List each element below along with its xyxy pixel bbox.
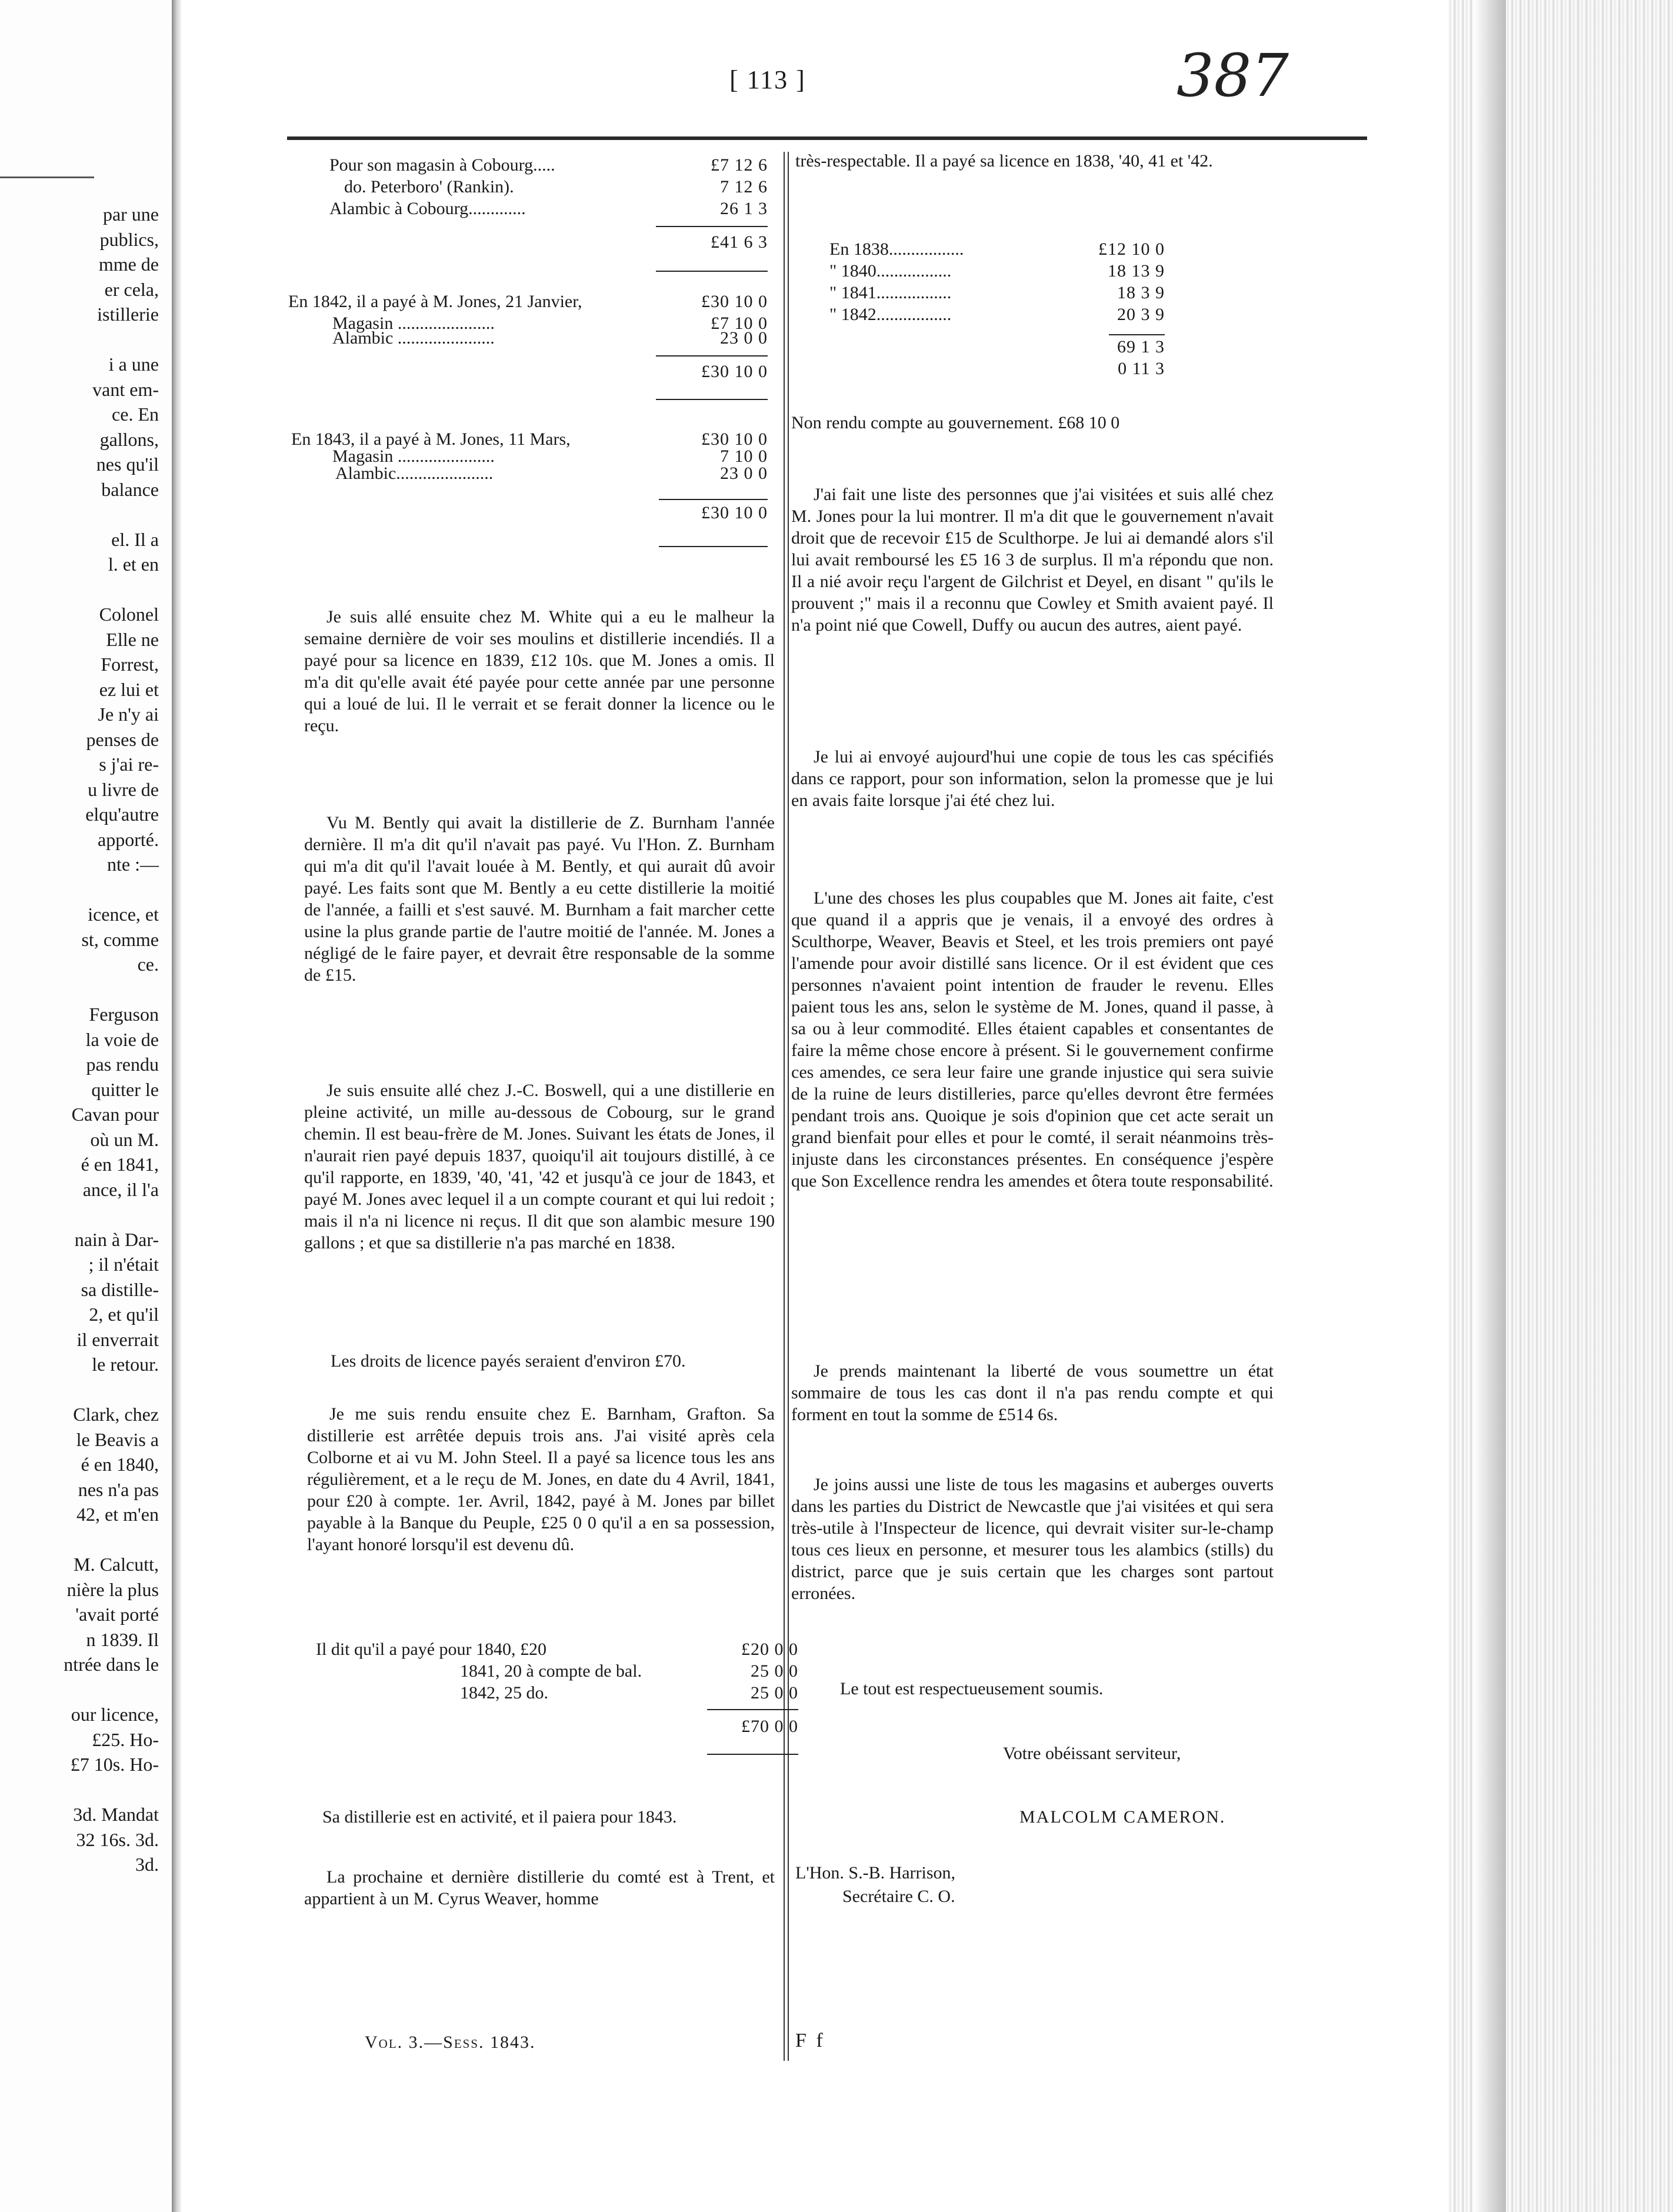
paragraph-white: Je suis allé ensuite chez M. White qui a eu le malheur la semaine dernière de voir ses moulins et distillerie incendiés. Il a payé pour sa licence en 1839, £12 10s. que M. Jones a omis. Il m'a dit qu'elle avait été payée pour cette année par une personne qui a loué de lui. Il le verrait et se ferait donner la licence ou le reçu. <box>304 607 775 735</box>
addressee-name: L'Hon. S.-B. Harrison, <box>795 1863 956 1883</box>
ledger-amount: 7 12 6 <box>720 177 768 196</box>
ledger-amount: 20 3 9 <box>1117 305 1165 324</box>
paragraph-boswell: Je suis ensuite allé chez J.-C. Boswell, qui a une distillerie en pleine activité, un mille au-dessous de Cobourg, sur le grand chemin. Il est beau-frère de M. Jones. Suivant les états de Jones, il n'aurait rien payé depuis 1837, quoiqu'il ait toujours distillé, à ce qu'il rapporte, en 1839, '40, '41, '42 et jusqu'à ce jour de 1843, et payé M. Jones avec lequel il a un compte courant et qui lui redoit ; mais il n'a ni licence ni reçus. Il dit que son alambic mesure 190 gallons ; et que sa distillerie n'a pas marché en 1838. <box>304 1081 775 1252</box>
sum-rule <box>656 355 768 357</box>
left-page-line: gallons, <box>99 428 159 450</box>
left-page-line: nes n'a pas <box>78 1478 159 1500</box>
paragraph-liste: J'ai fait une liste des personnes que j'ai visitées et suis allé chez M. Jones pour la lui montrer. Il m'a dit que le gouvernement n'avait droit que de recevoir £15 de Sculthorpe. Je lui ai demandé alors s'il lui avait remboursé les £5 16 3 de surplus. Il m'a répondu que non. Il a nié avoir reçu l'argent de Gilchrist et Deyel, en disant " qu'ils le prouvent ;" mais il a reconnu que Cowley et Smith avaient payé. Il n'a point nié que Cowell, Duffy ou aucun des autres, aient payé. <box>791 485 1274 635</box>
left-page-line: elqu'autre <box>85 804 159 825</box>
left-page-line: £7 10s. Ho- <box>70 1754 159 1775</box>
paragraph-barnham: Je me suis rendu ensuite chez E. Barnham, Grafton. Sa distillerie est arrêtée depuis trois ans. J'ai visité après cela Colborne et ai vu M. John Steel. Il a payé sa licence tous les ans régulièrement, et a le reçu de M. Jones, en date du 4 Avril, 1841, pour £20 à compte. 1er. Avril, 1842, payé à M. Jones par billet payable à la Banque du Peuple, £25 0 0 qu'il a en sa possession, l'ayant honoré lorsqu'il est devenu dû. <box>307 1404 775 1554</box>
non-rendu-total: Non rendu compte au gouvernement. £68 10 0 <box>791 413 1120 432</box>
ledger-label: Magasin ...................... <box>332 447 495 466</box>
respect-line: Le tout est respectueusement soumis. <box>840 1679 1104 1698</box>
left-page-line: l. et en <box>108 554 159 575</box>
page-number: [ 113 ] <box>729 65 806 94</box>
sum-rule <box>656 399 768 400</box>
ledger-label: Pour son magasin à Cobourg..... <box>329 155 555 175</box>
left-page-line: u livre de <box>88 778 159 800</box>
ledger-steel <box>316 1638 798 1737</box>
ledger-label: Alambic à Cobourg............. <box>329 199 526 218</box>
ledger-amount: 25 0 0 <box>751 1661 798 1681</box>
left-page-line: apporté. <box>98 828 159 850</box>
left-page-line: 2, et qu'il <box>89 1304 159 1325</box>
addressee-title: Secrétaire C. O. <box>842 1887 955 1906</box>
ledger-label: " 1841................. <box>829 283 952 302</box>
ledger-amount: £30 10 0 <box>701 429 768 449</box>
paragraph-trent: La prochaine et dernière distillerie du comté est à Trent, et appartient à un M. Cyrus Weaver, homme <box>304 1867 775 1908</box>
sum-rule <box>659 499 768 500</box>
left-page-line: nain à Dar- <box>74 1228 159 1250</box>
ledger-label: Alambic...................... <box>335 464 494 483</box>
signature-name: MALCOLM CAMERON. <box>1019 1807 1226 1827</box>
sum-rule <box>656 226 768 227</box>
left-page-line: Clark, chez <box>73 1404 159 1425</box>
book-edge-shadow <box>1474 0 1506 2212</box>
paragraph-copie: Je lui ai envoyé aujourd'hui une copie de tous les cas spécifiés dans ce rapport, pour son information, selon la promesse que je lui en avais faite lorsque j'ai été chez lui. <box>791 747 1274 810</box>
left-page-line: le retour. <box>92 1354 159 1375</box>
left-page-line: nière la plus <box>66 1578 159 1600</box>
column-divider <box>784 152 785 2061</box>
left-page-line: Colonel <box>99 604 159 625</box>
left-page-line: istillerie <box>97 304 159 325</box>
left-page-line: ce. <box>137 954 159 975</box>
ledger-difference: 0 11 3 <box>1118 359 1165 378</box>
left-page-line: balance <box>101 478 159 500</box>
left-page-line: 32 16s. 3d. <box>76 1828 159 1850</box>
ledger-amount: £12 10 0 <box>1098 239 1165 259</box>
left-page-line: mme de <box>98 254 159 275</box>
left-page-line: où un M. <box>90 1128 159 1150</box>
left-page-line: M. Calcutt, <box>74 1554 159 1575</box>
left-page-line: Je n'y ai <box>98 704 159 725</box>
ledger-label: En 1842, il a payé à M. Jones, 21 Janvier, <box>288 292 582 311</box>
ledger-total: £70 0 0 <box>741 1717 798 1736</box>
paragraph-activite: Sa distillerie est en activité, et il paiera pour 1843. <box>322 1807 677 1827</box>
ledger-label: Alambic ...................... <box>332 328 495 348</box>
ledger-total: £30 10 0 <box>701 503 768 522</box>
left-page-line: nes qu'il <box>96 454 159 475</box>
left-page-line: vant em- <box>92 378 159 400</box>
left-page-line: Forrest, <box>101 654 159 675</box>
ledger-amount: 18 3 9 <box>1117 283 1165 302</box>
ledger-amount: 18 13 9 <box>1108 261 1165 281</box>
left-page-fragment <box>0 0 172 2212</box>
closing-line: Votre obéissant serviteur, <box>1003 1744 1181 1763</box>
left-page-line: n 1839. Il <box>86 1628 159 1650</box>
ledger-label: 1842, 25 do. <box>460 1683 548 1703</box>
left-page-line: ; il n'était <box>88 1254 159 1275</box>
left-page-line: 3d. <box>135 1854 159 1875</box>
ledger-total: £41 6 3 <box>711 232 768 252</box>
ledger-weaver <box>829 238 1165 379</box>
footer-signature-mark: F f <box>795 2030 825 2051</box>
left-page-line: quitter le <box>91 1078 159 1100</box>
ledger-amount: 25 0 0 <box>751 1683 798 1703</box>
page-gutter <box>172 0 181 2212</box>
left-page-line: é en 1840, <box>81 1454 159 1475</box>
ledger-label: En 1838................. <box>829 239 964 259</box>
left-page-line: Cavan pour <box>71 1104 159 1125</box>
sum-rule <box>707 1754 798 1755</box>
ledger-amount: 7 10 0 <box>720 447 768 466</box>
left-page-line: er cela, <box>104 278 159 300</box>
left-page-line: publics, <box>99 228 159 250</box>
paragraph-intro: très-respectable. Il a payé sa licence en 1838, '40, 41 et '42. <box>795 151 1213 171</box>
left-page-line: s j'ai re- <box>99 754 159 775</box>
ledger-amount: £30 10 0 <box>701 292 768 311</box>
ledger-label: 1841, 20 à compte de bal. <box>460 1661 642 1681</box>
left-page-line: par une <box>102 204 159 225</box>
left-page-line: il enverrait <box>76 1328 159 1350</box>
ledger-subtotal: 69 1 3 <box>1117 337 1165 357</box>
ledger-amount: 26 1 3 <box>720 199 768 218</box>
left-page-line: é en 1841, <box>81 1154 159 1175</box>
ledger-amount: 23 0 0 <box>720 464 768 483</box>
left-page-line: Elle ne <box>106 628 159 650</box>
column-divider <box>788 152 789 2061</box>
left-page-line: 42, et m'en <box>76 1504 159 1525</box>
left-page-line: el. Il a <box>111 528 159 550</box>
paragraph-magasins: Je joins aussi une liste de tous les magasins et auberges ouverts dans les parties du District de Newcastle que j'ai visitées et qui sera très-utile à l'Inspecteur de licence, qui devrait visiter sur-le-champ tous ces lieux en personne, et mesurer tous les alambics (stills) du district, parce que je suis certain que les charges sont partout erronées. <box>791 1475 1274 1603</box>
left-page-line: st, comme <box>81 928 159 950</box>
paragraph-sommaire: Je prends maintenant la liberté de vous soumettre un état sommaire de tous les cas dont il n'a pas rendu compte et qui forment en tout la somme de £514 6s. <box>791 1361 1274 1424</box>
sum-rule <box>656 271 768 272</box>
ledger-amount: 23 0 0 <box>720 328 768 348</box>
ledger-total: £30 10 0 <box>701 362 768 381</box>
ledger-amount: £7 10 0 <box>711 314 768 333</box>
left-page-line: penses de <box>86 728 159 750</box>
ledger-1842 <box>288 291 768 382</box>
left-page-line: ce. En <box>112 404 159 425</box>
handwritten-folio-number: 387 <box>1177 41 1289 110</box>
sum-rule <box>707 1709 798 1710</box>
ledger-label: Il dit qu'il a payé pour 1840, £20 <box>316 1640 547 1659</box>
left-page-line: our licence, <box>71 1704 159 1725</box>
paragraph-bently: Vu M. Bently qui avait la distillerie de Z. Burnham l'année dernière. Il m'a dit qu'il n'avait pas payé. Vu l'Hon. Z. Burnham qui m'a dit qu'il l'avait louée à M. Bently, et qui aurait dû avoir payé. Les faits sont que M. Bently a eu cette distillerie la moitié de l'année, a failli et s'est sauvé. M. Burnham a fait marcher cette usine la plus grande partie de l'autre moitié de l'année. M. Jones a négligé de le faire payer, et devrait être responsable de la somme de £15. <box>304 813 775 985</box>
left-page-line: icence, et <box>88 904 159 925</box>
paragraph-droits: Les droits de licence payés seraient d'environ £70. <box>331 1351 686 1371</box>
sum-rule <box>1109 334 1165 335</box>
left-page-line: pas rendu <box>86 1054 159 1075</box>
ledger-amount: £20 0 0 <box>741 1640 798 1659</box>
ledger-label: " 1840................. <box>829 261 952 281</box>
sum-rule <box>659 546 768 547</box>
footer-volume: Vol. 3.—Sess. 1843. <box>365 2033 536 2052</box>
ledger-label: do. Peterboro' (Rankin). <box>344 177 514 196</box>
ledger-label: " 1842................. <box>829 305 952 324</box>
left-page-line: nte :— <box>107 854 159 875</box>
left-page-line: sa distille- <box>81 1278 159 1300</box>
ledger-cobourg <box>329 154 768 253</box>
paragraph-coupables: L'une des choses les plus coupables que M. Jones ait faite, c'est que quand il a appris que je venais, il a envoyé des ordres à Sculthorpe, Weaver, Beavis et Steel, et les trois premiers ont payé l'amende pour avoir distillé sans licence. Or il est évident que ces personnes n'avaient point intention de frauder le revenu. Elles paient tous les ans, selon le système de M. Jones, quand il passe, à sa ou à leur commodité. Elles étaient capables et consentantes de faire la même chose encore à présent. Si le gouvernement confirme ces amendes, ce sera leur faire une grande injustice qui sera suivie de la ruine de leurs distilleries, parce qu'elles devront être fermées pendant trois ans. Quoique je sois d'opinion que cet acte serait un grand bienfait pour elles et pour le comté, il serait néanmoins très-injuste dans les circonstances présentes. En conséquence j'espère que Son Excellence rendra les amendes et ôtera toute responsabilité. <box>791 888 1274 1191</box>
ledger-label: Magasin ...................... <box>332 314 495 333</box>
left-page-line: la voie de <box>85 1028 159 1050</box>
ledger-1843 <box>291 428 768 524</box>
ledger-amount: £7 12 6 <box>711 155 768 175</box>
left-page-line: 'avait porté <box>75 1604 159 1625</box>
left-page-text <box>0 0 172 2212</box>
left-page-line: ance, il l'a <box>82 1178 159 1200</box>
left-page-line: 3d. Mandat <box>73 1804 159 1825</box>
ledger-label: En 1843, il a payé à M. Jones, 11 Mars, <box>291 429 571 449</box>
left-page-line: £25. Ho- <box>92 1728 159 1750</box>
left-page-line: le Beavis a <box>76 1428 159 1450</box>
left-page-line: ntrée dans le <box>64 1654 159 1675</box>
header-rule <box>287 136 1367 140</box>
left-page-line: ez lui et <box>99 678 159 700</box>
left-page-line: Ferguson <box>89 1004 159 1025</box>
left-page-line: i a une <box>108 354 159 375</box>
